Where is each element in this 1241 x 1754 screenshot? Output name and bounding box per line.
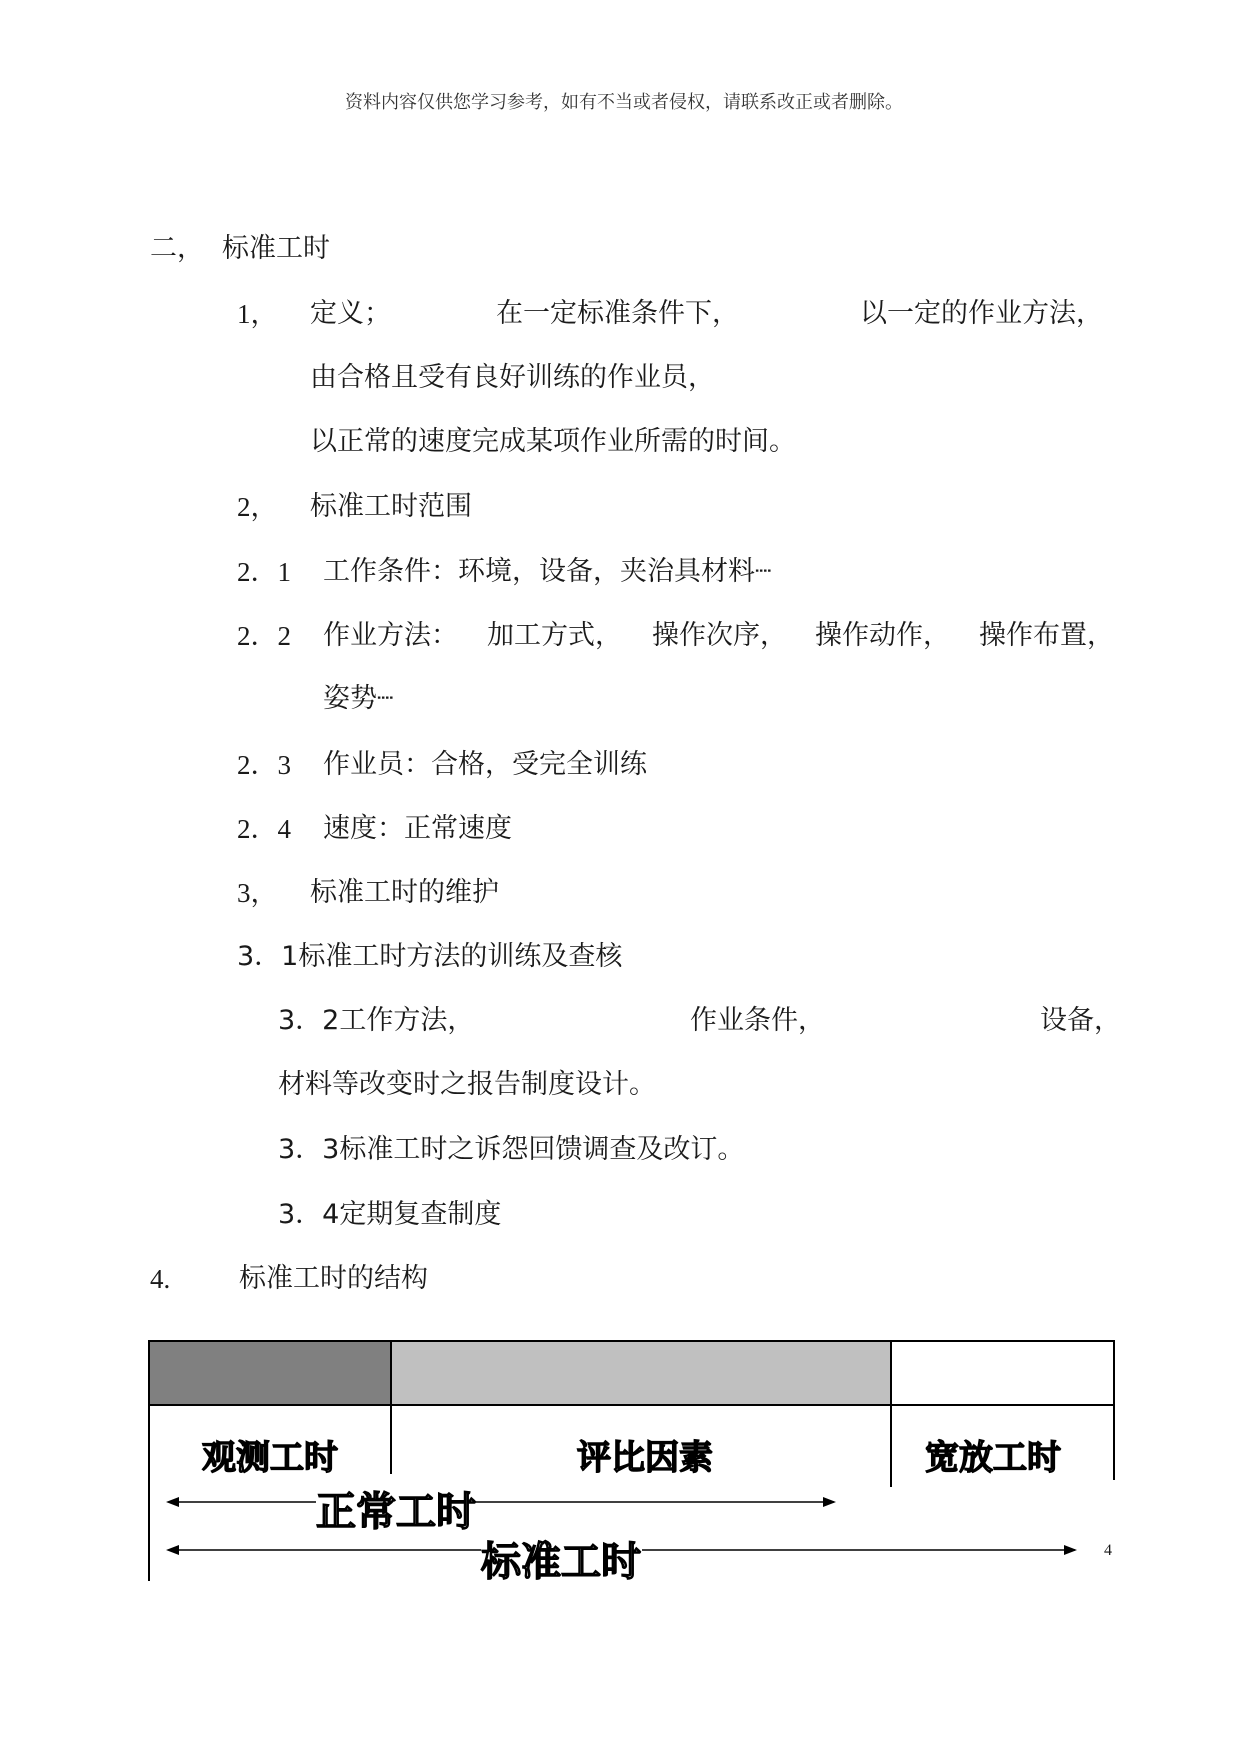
- diagram-middle-line: [149, 1404, 1114, 1406]
- diagram-right-line: [1113, 1340, 1115, 1480]
- diagram-top-line: [149, 1340, 1114, 1342]
- diagram-cell-1-fill: [149, 1340, 391, 1404]
- item-2-2-label: 作业方法：: [323, 620, 458, 651]
- diagram-cell-2-fill: [391, 1340, 891, 1404]
- page-header-notice: 资料内容仅供您学习参考，如有不当或者侵权，请联系改正或者删除。: [345, 92, 903, 113]
- item-2-number: 2，: [237, 492, 278, 522]
- item-2-title: 标准工时范围: [310, 491, 472, 522]
- item-3-1: 3．1标准工时方法的训练及查核: [237, 941, 623, 972]
- item-3-title: 标准工时的维护: [310, 877, 499, 908]
- item-3-2-line-2: 材料等改变时之报告制度设计。: [278, 1069, 656, 1100]
- item-2-4-text: 速度：正常速度: [323, 813, 512, 844]
- arrow-label-standard-time: 标准工时: [481, 1539, 641, 1585]
- item-3-2-text-b: 作业条件，: [690, 1005, 825, 1036]
- item-3-2-text-c: 设备，: [1040, 1005, 1121, 1036]
- item-1-number: 1，: [237, 299, 278, 329]
- diagram-divider-1: [390, 1340, 392, 1474]
- item-2-1-text: 工作条件：环境，设备，夹治具材料┈: [323, 556, 772, 587]
- item-1-text-b: 以一定的作业方法，: [860, 298, 1103, 329]
- item-2-2-text-d: 操作布置，: [979, 620, 1114, 651]
- diagram-cell-3-fill: [891, 1340, 1114, 1404]
- page-number: 4: [1104, 1542, 1112, 1559]
- item-2-2-text-c: 操作动作，: [815, 620, 950, 651]
- item-2-1-number: 2．1: [237, 557, 291, 587]
- item-2-3-number: 2．3: [237, 750, 291, 780]
- diagram-cell-rating-factor: 评比因素: [577, 1438, 713, 1478]
- item-2-2-text-b: 操作次序，: [652, 620, 787, 651]
- item-2-3-text: 作业员：合格，受完全训练: [323, 749, 647, 780]
- item-1-line-2: 由合格且受有良好训练的作业员，: [310, 362, 715, 393]
- item-1-line-3: 以正常的速度完成某项作业所需的时间。: [310, 426, 796, 457]
- item-2-2-line-2: 姿势┈: [323, 683, 394, 714]
- section-title: 标准工时: [222, 233, 330, 264]
- arrow-label-normal-time: 正常工时: [316, 1489, 476, 1535]
- item-3-4: 3．4定期复查制度: [278, 1199, 502, 1230]
- item-2-2-number: 2．2: [237, 621, 291, 651]
- item-4-number: 4.: [150, 1264, 171, 1294]
- item-3-3: 3．3标准工时之诉怨回馈调查及改订。: [278, 1134, 745, 1165]
- item-2-2-text-a: 加工方式，: [487, 620, 622, 651]
- item-1-text-a: 在一定标准条件下，: [496, 298, 739, 329]
- section-number: 二，: [150, 233, 204, 264]
- diagram-left-line: [148, 1340, 150, 1581]
- diagram-divider-2: [890, 1340, 892, 1487]
- item-3-2-text-a: 3．2工作方法，: [278, 1005, 475, 1036]
- diagram-cell-allowance-time: 宽放工时: [925, 1438, 1061, 1478]
- item-3-number: 3，: [237, 878, 278, 908]
- diagram-cell-observed-time: 观测工时: [202, 1438, 338, 1478]
- item-2-4-number: 2．4: [237, 814, 291, 844]
- item-1-label: 定义；: [310, 298, 391, 329]
- item-4-title: 标准工时的结构: [239, 1263, 428, 1294]
